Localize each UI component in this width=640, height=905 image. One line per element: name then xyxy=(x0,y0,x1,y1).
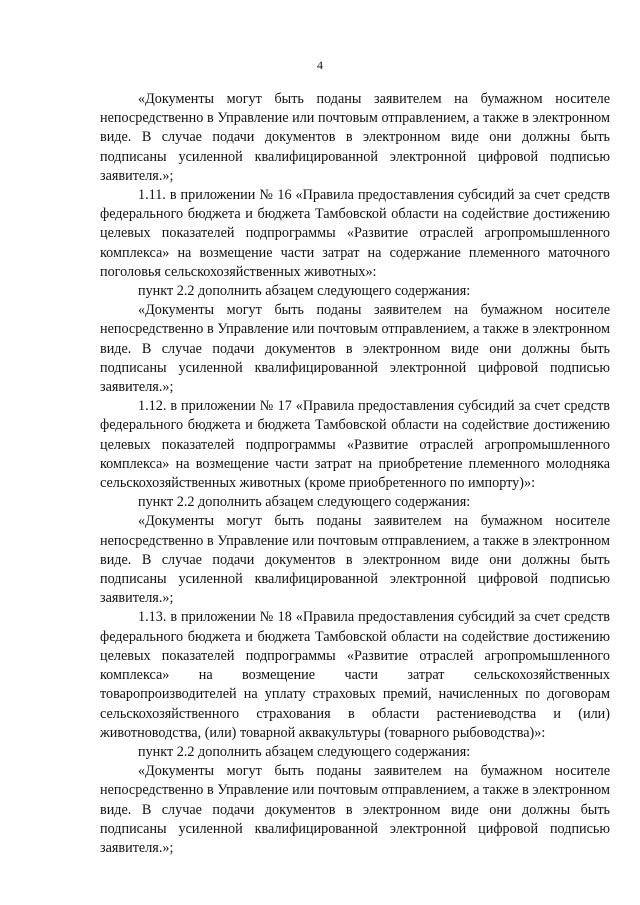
paragraph: пункт 2.2 дополнить абзацем следующего содержания: xyxy=(138,743,471,760)
document-body xyxy=(100,90,610,858)
paragraph: «Документы могут быть поданы заявителем на бумажном носителе непосредственно в Управление или почтовым отправлением, а также в электронном виде. В случае подачи документов в электронном виде они должны быть подписаны усиленной квалифицированной электронной цифровой подписью заявителя.»; xyxy=(100,302,610,396)
paragraph: «Документы могут быть поданы заявителем на бумажном носителе непосредственно в Управление или почтовым отправлением, а также в электронном виде. В случае подачи документов в электронном виде они должны быть подписаны усиленной квалифицированной электронной цифровой подписью заявителя.»; xyxy=(100,91,610,184)
paragraph: 1.12. в приложении № 17 «Правила предоставления субсидий за счет средств федерального бюджета и бюджета Тамбовской области на содействие достижению целевых показателей подпрограммы «Развитие отраслей агропромышленного комплекса» на возмещение части затрат на приобретение племенного молодняка сельскохозяйственных животных (кроме приобретенного по импорту)»: xyxy=(100,398,610,492)
paragraph: пункт 2.2 дополнить абзацем следующего содержания: xyxy=(138,494,471,511)
paragraph: «Документы могут быть поданы заявителем на бумажном носителе непосредственно в Управление или почтовым отправлением, а также в электронном виде. В случае подачи документов в электронном виде они должны быть подписаны усиленной квалифицированной электронной цифровой подписью заявителя.»; xyxy=(100,513,610,607)
paragraph: 1.13. в приложении № 18 «Правила предоставления субсидий за счет средств федерального бюджета и бюджета Тамбовской области на содействие достижению целевых показателей подпрограммы «Развитие отраслей агропромышленного комплекса» на возмещение части затрат сельскохозяйственных товаропроизводителей на уплату страховых премий, начисленных по договорам сельскохозяйственного страхования в области растениеводства и (или) животноводства, (или) товарной аквакультуры (товарного рыбоводства)»: xyxy=(100,609,610,741)
paragraph: «Документы могут быть поданы заявителем на бумажном носителе непосредственно в Управление или почтовым отправлением, а также в электронном виде. В случае подачи документов в электронном виде они должны быть подписаны усиленной квалифицированной электронной цифровой подписью заявителя.»; xyxy=(100,763,610,856)
page-number: 4 xyxy=(317,58,323,72)
paragraph: 1.11. в приложении № 16 «Правила предоставления субсидий за счет средств федерального бюджета и бюджета Тамбовской области на содействие достижению целевых показателей подпрограммы «Развитие отраслей агропромышленного комплекса» на возмещение части затрат на содержание племенного маточного поголовья сельскохозяйственных животных»: xyxy=(100,187,610,280)
paragraph: пункт 2.2 дополнить абзацем следующего содержания: xyxy=(138,283,471,300)
